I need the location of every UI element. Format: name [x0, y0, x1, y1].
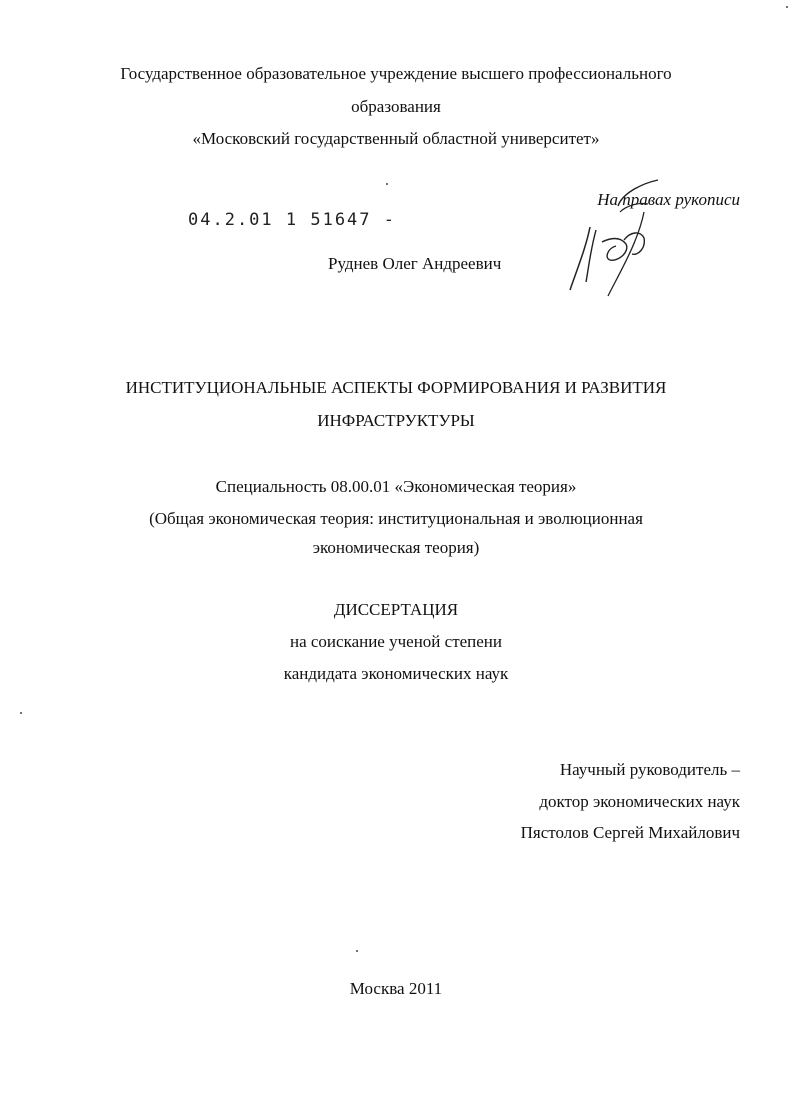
work-type-heading: ДИССЕРТАЦИЯ [333, 600, 459, 619]
institution-line-2: образования [351, 97, 441, 116]
supervisor-degree: доктор экономических наук [539, 792, 740, 811]
signature-icon [560, 172, 670, 302]
supervisor-role: Научный руководитель – [559, 760, 740, 779]
scan-speck [20, 712, 22, 714]
manuscript-note: На правах рукописи [597, 190, 740, 209]
specialty-line-1: Специальность 08.00.01 «Экономическая теория» [215, 477, 577, 496]
specialty-line-3: экономическая теория) [312, 538, 480, 557]
scan-speck [786, 6, 788, 8]
scan-speck [386, 183, 388, 185]
supervisor-name: Пястолов Сергей Михайлович [520, 823, 740, 842]
city-year: Москва 2011 [349, 979, 443, 998]
title-line-1: ИНСТИТУЦИОНАЛЬНЫЕ АСПЕКТЫ ФОРМИРОВАНИЯ И РАЗВИТИЯ [125, 378, 667, 397]
author-name: Руднев Олег Андреевич [328, 254, 502, 273]
scan-speck [356, 950, 358, 952]
institution-line-3: «Московский государственный областной университет» [192, 129, 600, 148]
institution-line-1: Государственное образовательное учреждение высшего профессионального [120, 64, 672, 83]
specialty-line-2: (Общая экономическая теория: институциональная и эволюционная [149, 509, 643, 528]
title-line-2: ИНФРАСТРУКТУРЫ [317, 411, 475, 430]
work-type-line-3: кандидата экономических наук [283, 664, 509, 683]
registration-number: 04.2.01 1 51647 - [188, 210, 396, 230]
work-type-line-2: на соискание ученой степени [289, 632, 503, 651]
